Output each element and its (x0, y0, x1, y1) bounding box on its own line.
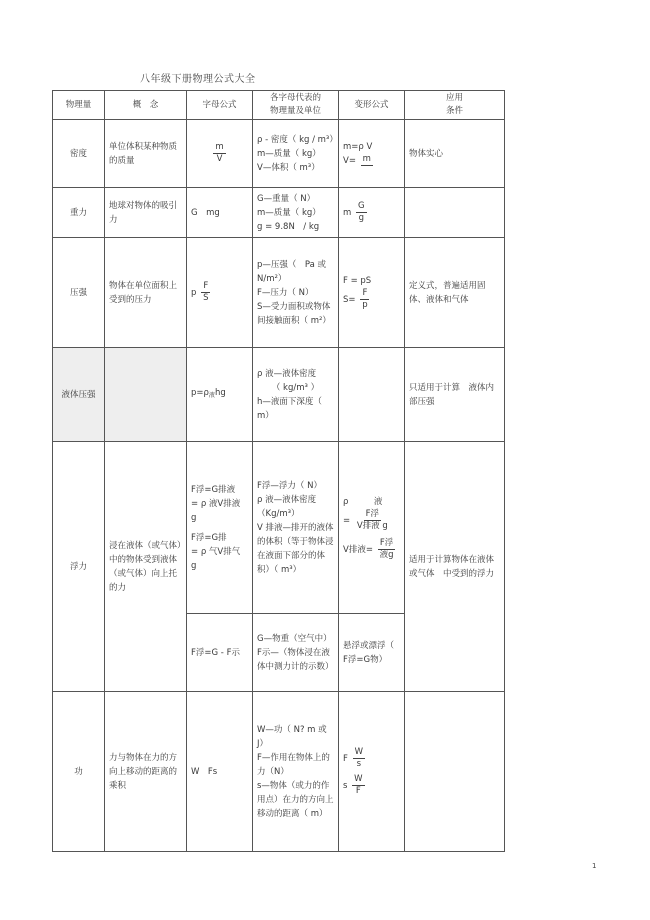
header-quantity: 物理量 (53, 91, 105, 120)
variant-pressure: F = pS S= $\frac{F}{p}$ (339, 238, 405, 348)
table-row-buoyancy (53, 442, 505, 614)
quantity-work: 功 (53, 692, 105, 852)
document-title: 八年级下册物理公式大全 (140, 74, 256, 85)
density-fraction: $\frac{m}{V}$ (215, 142, 224, 164)
meaning-work: W—功（ N? m 或 J） F—作用在物体上的力（N） s—物体（或力的作用点）在力的方向上移动的距离（ m） (253, 692, 339, 852)
formula-gravity: G mg (187, 188, 253, 238)
variant-gravity: m $\frac{G}{g}$ (339, 188, 405, 238)
concept-pressure: 物体在单位面积上受到的压力 (105, 238, 187, 348)
table-row-gravity (53, 188, 505, 238)
header-meaning (253, 91, 339, 120)
header-application-line1: 应用 (445, 93, 463, 103)
meaning-liquid-pressure: ρ 液—液体密度 （ kg/m³ ） h—液面下深度（ m） (253, 348, 339, 442)
header-application (405, 91, 505, 120)
formula-liquid-pressure: $p=\rho_液hg$ (187, 348, 253, 442)
variant-density: m=ρ V V= m (339, 120, 405, 188)
header-application-line2: 条件 (445, 106, 463, 116)
header-meaning-line2: 物理量及单位 (269, 106, 321, 116)
table-row-pressure (53, 238, 505, 348)
formula-pressure: p $\frac{F}{S}$ (187, 238, 253, 348)
application-gravity (405, 188, 505, 238)
quantity-density: 密度 (53, 120, 105, 188)
concept-work: 力与物体在力的方向上移动的距离的乘积 (105, 692, 187, 852)
variant-liquid-pressure (339, 348, 405, 442)
quantity-liquid-pressure: 液体压强 (53, 348, 105, 442)
application-liquid-pressure: 只适用于计算 液体内部压强 (405, 348, 505, 442)
physics-formula-table (52, 90, 505, 852)
quantity-buoyancy: 浮力 (53, 442, 105, 692)
meaning-density: ρ - 密度（ kg / m³） m—质量（ kg） V—体积（ m³） (253, 120, 339, 188)
variant-buoyancy: ρ 液 = $\frac{\text{F浮}}{\text{V排液 g}}$ V排液= $\frac{\text{F浮}}{\text{液g}}$ (339, 442, 405, 614)
concept-gravity: 地球对物体的吸引力 (105, 188, 187, 238)
quantity-gravity: 重力 (53, 188, 105, 238)
meaning-buoyancy: F浮—浮力（ N） ρ 液—液体密度（Kg/m³） V 排液—排开的液体的体积（等于物体浸在液面下部分的体积）（ m³） (253, 442, 339, 614)
table-row-liquid-pressure (53, 348, 505, 442)
page-number: 1 (592, 862, 597, 870)
application-buoyancy: 适用于计算物体在液体或气体 中受到的浮力 (405, 442, 505, 692)
meaning-pressure: p—压强（ Pa 或 N/m²） F—压力（ N） S—受力面积或物体间接触面积（ m²） (253, 238, 339, 348)
header-variant: 变形公式 (339, 91, 405, 120)
formula-buoyancy: F浮=G排液 = ρ 液V排液 g F浮=G排 = ρ 气V排气 g (187, 442, 253, 614)
formula-density (187, 120, 253, 188)
meaning-gravity: G—重量（ N） m—质量（ kg） g = 9.8N / kg (253, 188, 339, 238)
concept-density: 单位体积某种物质的质量 (105, 120, 187, 188)
header-formula: 字母公式 (187, 91, 253, 120)
meaning-buoyancy-weighing: G—物重（空气中） F示—（物体浸在液体中测力计的示数） (253, 614, 339, 692)
formula-work: W Fs (187, 692, 253, 852)
header-concept: 概 念 (105, 91, 187, 120)
quantity-pressure: 压强 (53, 238, 105, 348)
variant-buoyancy-weighing: 悬浮或漂浮（ F浮=G物） (339, 614, 405, 692)
table-row-work (53, 692, 505, 852)
header-row (53, 91, 505, 120)
concept-buoyancy: 浸在液体（或气体）中的物体受到液体（或气体）向上托的力 (105, 442, 187, 692)
concept-liquid-pressure (105, 348, 187, 442)
variant-work: F $\frac{W}{s}$ s $\frac{W}{F}$ (339, 692, 405, 852)
application-density: 物体实心 (405, 120, 505, 188)
formula-buoyancy-weighing: F浮=G - F示 (187, 614, 253, 692)
application-work (405, 692, 505, 852)
header-meaning-line1: 各字母代表的 (269, 93, 321, 103)
application-pressure: 定义式，普遍适用固体、液体和气体 (405, 238, 505, 348)
table-row-density (53, 120, 505, 188)
